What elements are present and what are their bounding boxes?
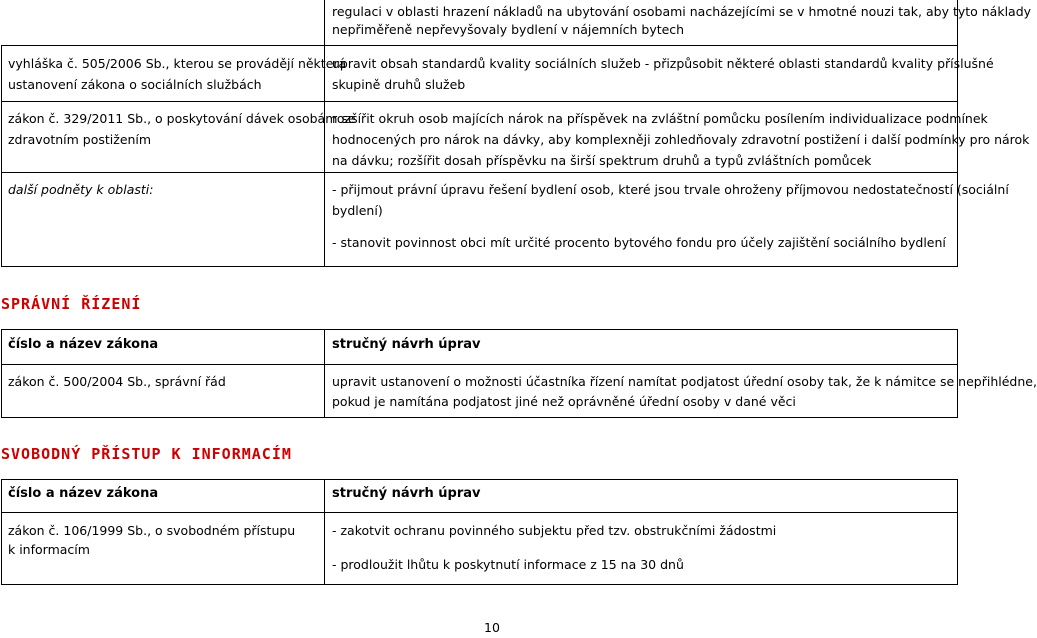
section1-top-border [1, 329, 958, 330]
section2-row-right-b: - prodloužit lhůtu k poskytnutí informace z 15 na 30 dnů [332, 557, 684, 572]
section1-row-right-line2: pokud je namítána podjatost jiné než oprávněné úřední osoby v dané věci [332, 394, 796, 409]
section2-row-left-line1: zákon č. 106/1999 Sb., o svobodném přístupu [8, 523, 296, 538]
table1-row3-right-a-line2: bydlení) [332, 203, 383, 218]
section1-row-left: zákon č. 500/2004 Sb., správní řád [8, 374, 226, 389]
section2-col-left-header: číslo a název zákona [8, 486, 159, 501]
table1-row1-right-line1: upravit obsah standardů kvality sociálních služeb - přizpůsobit některé oblasti standardů kvality příslušné [332, 56, 994, 71]
section2-right-border [957, 479, 958, 585]
section2-divider-v [324, 479, 325, 585]
table1-row1-right-line2: skupině druhů služeb [332, 77, 466, 92]
table1-row3-right-a-line1: - přijmout právní úpravu řešení bydlení osob, které jsou trvale ohroženy příjmovou nedostatečností (sociální [332, 182, 1009, 197]
section1-col-left-header: číslo a název zákona [8, 337, 159, 352]
table1-row3-left: další podněty k oblasti: [8, 182, 154, 197]
section1-divider-v [324, 329, 325, 418]
table1-row0-right-line1: regulaci v oblasti hrazení nákladů na ubytování osobami nacházejícími se v hmotné nouzi tak, aby tyto náklady [332, 4, 1032, 19]
table1-row1-left-line1: vyhláška č. 505/2006 Sb., kterou se provádějí některá [8, 56, 347, 71]
table1-row0-right-line2: nepřiměřeně nepřevyšovaly bydlení v nájemních bytech [332, 22, 685, 37]
table1-hline-bottom [1, 266, 958, 267]
section1-header-divider [1, 364, 958, 365]
section1-heading: SPRÁVNÍ ŘÍZENÍ [1, 295, 142, 313]
section2-row-left-line2: k informacím [8, 542, 90, 557]
section1-bottom-border [1, 417, 958, 418]
section2-row-right-a: - zakotvit ochranu povinného subjektu před tzv. obstrukčními žádostmi [332, 523, 777, 538]
table1-row2-left-line2: zdravotním postižením [8, 132, 152, 147]
section1-col-right-header: stručný návrh úprav [332, 337, 481, 352]
table1-row1-left-line2: ustanovení zákona o sociálních službách [8, 77, 262, 92]
table1-row2-left-line1: zákon č. 329/2011 Sb., o poskytování dávek osobám se [8, 111, 356, 126]
section2-top-border [1, 479, 958, 480]
section2-left-border [1, 479, 2, 585]
page-number: 10 [484, 620, 500, 635]
table1-divider-v [324, 0, 325, 267]
table1-row2-right-line2: hodnocených pro nárok na dávky, aby komplexněji zohledňovaly zdravotní postižení i další podmínky pro nárok [332, 132, 1030, 147]
table1-row3-right-b: - stanovit povinnost obci mít určité procento bytového fondu pro účely zajištění sociálního bydlení [332, 235, 946, 250]
table1-hline-3 [1, 172, 958, 173]
section1-left-border [1, 329, 2, 418]
section2-bottom-border [1, 584, 958, 585]
section2-header-divider [1, 512, 958, 513]
table1-hline-1 [1, 45, 958, 46]
section2-heading: SVOBODNÝ PŘÍSTUP K INFORMACÍM [1, 445, 292, 463]
table1-hline-2 [1, 101, 958, 102]
table1-row2-right-line3: na dávku; rozšířit dosah příspěvku na širší spektrum druhů a typů zvláštních pomůcek [332, 153, 872, 168]
table1-left-border [1, 45, 2, 267]
section1-row-right-line1: upravit ustanovení o možnosti účastníka řízení namítat podjatost úřední osoby tak, že k námitce se nepřihlédne, [332, 374, 1037, 389]
section2-col-right-header: stručný návrh úprav [332, 486, 481, 501]
table1-row2-right-line1: rozšířit okruh osob majících nárok na příspěvek na zvláštní pomůcku posílením individualizace podmínek [332, 111, 988, 126]
